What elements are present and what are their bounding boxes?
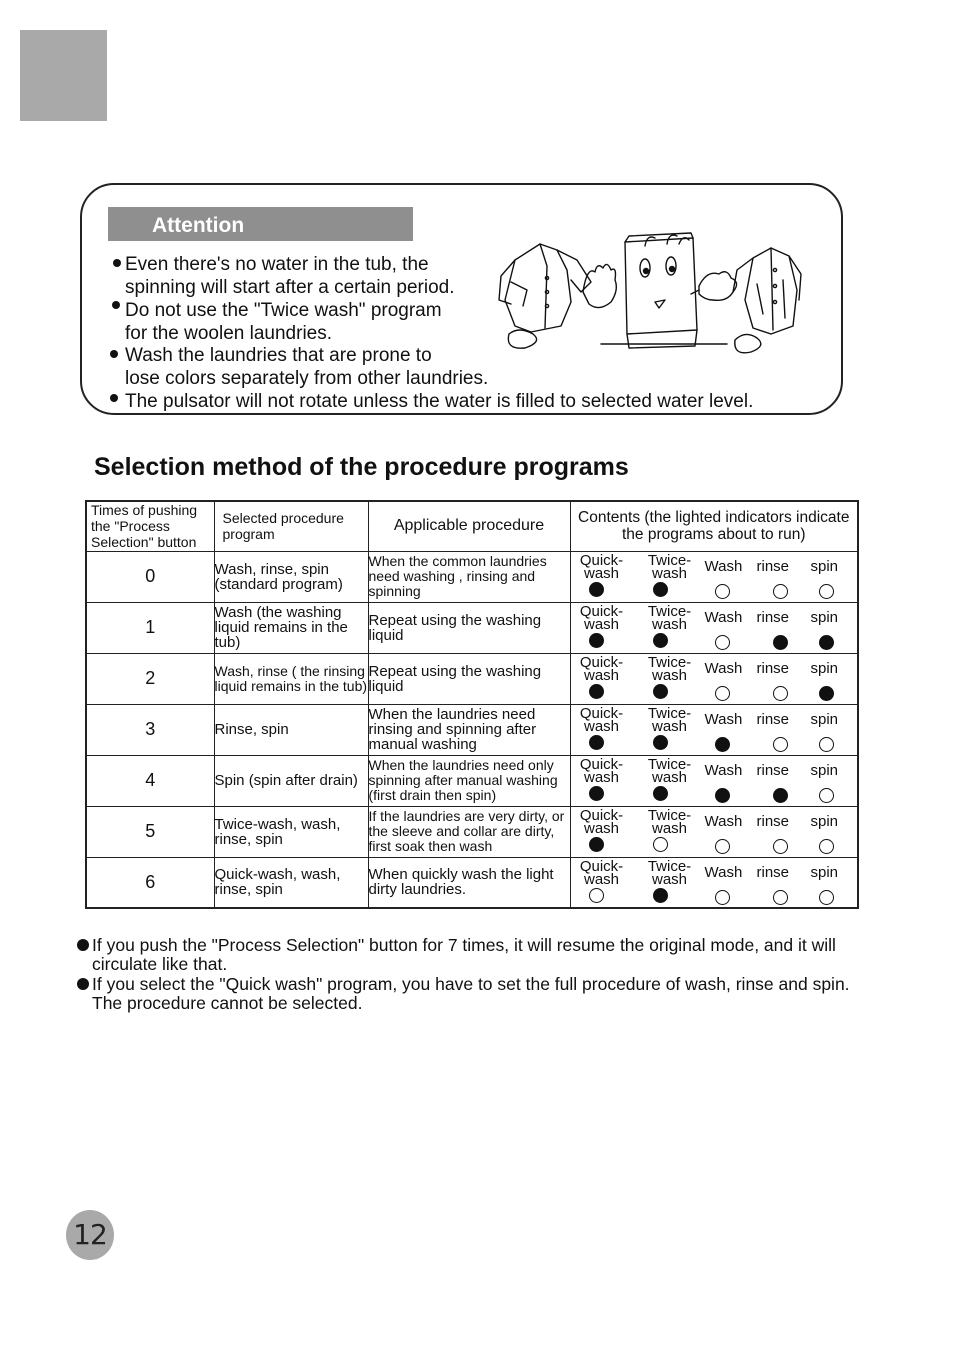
table-row: [86, 653, 858, 704]
applicable-procedure-cell: When quickly wash the light dirty laundries.: [368, 857, 570, 908]
attention-text: Even there's no water in the tub, the: [125, 254, 429, 275]
note-item: [76, 975, 862, 1013]
indicator-light-spin-off: [819, 839, 834, 854]
indicator-light-wash-off: [715, 839, 730, 854]
indicator-light-rinse-on: [773, 635, 788, 650]
times-cell: 1: [86, 602, 214, 653]
indicator-label-twice: Twice-wash: [647, 807, 692, 837]
indicator-light-wash-on: [715, 788, 730, 803]
bullet-dot: [112, 301, 120, 309]
indicator-label-wash: Wash: [704, 813, 743, 830]
indicator-light-wash-off: [715, 686, 730, 701]
bullet-dot: [110, 394, 118, 402]
header-contents: Contents (the lighted indicators indicate the programs about to run): [570, 501, 858, 551]
indicator-label-quick: Quick-wash: [579, 603, 624, 633]
indicator-light-rinse-off: [773, 890, 788, 905]
indicator-light-twice-on: [653, 786, 668, 801]
indicator-label-wash: Wash: [704, 660, 743, 677]
indicator-light-rinse-on: [773, 788, 788, 803]
attention-text: lose colors separately from other laundries.: [125, 368, 489, 389]
indicator-light-spin-off: [819, 890, 834, 905]
indicator-cell: [570, 602, 858, 653]
header-times: Times of pushing the "Process Selection" button: [86, 501, 214, 551]
times-cell: 5: [86, 806, 214, 857]
attention-text: Wash the laundries that are prone to: [125, 345, 432, 366]
indicator-light-quick-off: [589, 888, 604, 903]
times-cell: 2: [86, 653, 214, 704]
indicator-label-twice: Twice-wash: [647, 857, 692, 888]
indicator-label-wash: Wash: [704, 609, 743, 626]
program-table: [85, 500, 859, 909]
selected-program-cell: Spin (spin after drain): [214, 755, 368, 806]
header-selected: Selected procedure program: [214, 501, 368, 551]
indicator-light-rinse-off: [773, 584, 788, 599]
indicator-light-spin-off: [819, 788, 834, 803]
indicator-label-quick: Quick-wash: [579, 654, 624, 684]
indicator-light-twice-on: [653, 684, 668, 699]
indicator-label-quick: Quick-wash: [579, 552, 624, 582]
indicator-light-spin-on: [819, 686, 834, 701]
header-applicable: Applicable procedure: [368, 501, 570, 551]
times-cell: 4: [86, 755, 214, 806]
indicator-label-rinse: rinse: [756, 558, 790, 575]
selected-program-cell: Wash, rinse, spin (standard program): [214, 551, 368, 602]
applicable-procedure-cell: When the laundries need only spinning after manual washing (first drain then spin): [368, 755, 570, 806]
indicator-label-rinse: rinse: [756, 863, 790, 881]
note-text: If you select the "Quick wash" program, you have to set the full procedure of wash, rinse and spin. The procedure cannot be selected.: [92, 974, 850, 1013]
table-row: [86, 755, 858, 806]
indicator-light-wash-on: [715, 737, 730, 752]
indicator-label-rinse: rinse: [756, 813, 790, 830]
indicator-light-twice-on: [653, 633, 668, 648]
section-title: Selection method of the procedure programs: [94, 453, 629, 481]
applicable-procedure-cell: Repeat using the washing liquid: [368, 602, 570, 653]
indicator-label-quick: Quick-wash: [579, 756, 624, 786]
indicator-light-spin-off: [819, 737, 834, 752]
indicator-label-spin: spin: [810, 660, 839, 677]
indicator-cell: [570, 806, 858, 857]
indicator-light-quick-on: [589, 837, 604, 852]
indicator-label-quick: Quick-wash: [579, 705, 624, 735]
indicator-label-rinse: rinse: [756, 609, 790, 626]
indicator-light-rinse-off: [773, 686, 788, 701]
applicable-procedure-cell: When the laundries need rinsing and spinning after manual washing: [368, 704, 570, 755]
indicator-light-quick-on: [589, 786, 604, 801]
indicator-label-twice: Twice-wash: [647, 654, 692, 684]
indicator-label-rinse: rinse: [756, 660, 790, 677]
table-row: [86, 551, 858, 602]
indicator-label-rinse: rinse: [756, 762, 790, 779]
times-cell: 0: [86, 551, 214, 602]
indicator-light-quick-on: [589, 735, 604, 750]
bullet-dot: [113, 259, 121, 267]
indicator-cell: [570, 653, 858, 704]
indicator-label-twice: Twice-wash: [647, 756, 692, 786]
selected-program-cell: Twice-wash, wash, rinse, spin: [214, 806, 368, 857]
attention-text: spinning will start after a certain period.: [125, 277, 455, 298]
indicator-cell: [570, 704, 858, 755]
indicator-label-wash: Wash: [704, 762, 743, 779]
table-row: [86, 602, 858, 653]
indicator-cell: [570, 551, 858, 602]
note-item: [76, 936, 862, 974]
attention-title: Attention: [108, 207, 413, 241]
indicator-light-rinse-off: [773, 737, 788, 752]
indicator-label-spin: spin: [810, 813, 839, 830]
indicator-label-spin: spin: [810, 863, 839, 881]
indicator-light-twice-off: [653, 837, 668, 852]
indicator-light-wash-off: [715, 635, 730, 650]
selected-program-cell: Quick-wash, wash, rinse, spin: [214, 857, 368, 908]
indicator-light-quick-on: [589, 582, 604, 597]
bullet-dot: [110, 350, 118, 358]
indicator-light-quick-on: [589, 684, 604, 699]
indicator-light-twice-on: [653, 582, 668, 597]
attention-text: The pulsator will not rotate unless the water is filled to selected water level.: [125, 391, 754, 412]
page-number: 12: [66, 1210, 114, 1260]
times-cell: 3: [86, 704, 214, 755]
indicator-cell: [570, 755, 858, 806]
table-row: [86, 704, 858, 755]
indicator-label-twice: Twice-wash: [647, 552, 692, 582]
times-cell: 6: [86, 857, 214, 908]
indicator-light-wash-off: [715, 584, 730, 599]
indicator-light-spin-off: [819, 584, 834, 599]
attention-text: Do not use the "Twice wash" program: [125, 300, 442, 321]
table-row: [86, 806, 858, 857]
corner-tab: [20, 30, 107, 121]
selected-program-cell: Rinse, spin: [214, 704, 368, 755]
indicator-label-quick: Quick-wash: [579, 857, 624, 888]
applicable-procedure-cell: If the laundries are very dirty, or the sleeve and collar are dirty, first soak then wash: [368, 806, 570, 857]
indicator-label-spin: spin: [810, 558, 839, 575]
bullet-dot: [77, 978, 89, 990]
applicable-procedure-cell: Repeat using the washing liquid: [368, 653, 570, 704]
selected-program-cell: Wash (the washing liquid remains in the tub): [214, 602, 368, 653]
indicator-light-spin-on: [819, 635, 834, 650]
table-row: [86, 857, 858, 908]
note-text: If you push the "Process Selection" button for 7 times, it will resume the original mode, and it will circulate like that.: [92, 935, 836, 974]
indicator-label-wash: Wash: [704, 863, 743, 881]
indicator-label-twice: Twice-wash: [647, 603, 692, 633]
indicator-label-spin: spin: [810, 711, 839, 728]
indicator-label-wash: Wash: [704, 558, 743, 575]
indicator-label-rinse: rinse: [756, 711, 790, 728]
indicator-light-quick-on: [589, 633, 604, 648]
washing-machine-cartoon-icon: [495, 230, 805, 370]
table-header-row: [86, 501, 858, 551]
indicator-label-twice: Twice-wash: [647, 705, 692, 735]
indicator-light-twice-on: [653, 888, 668, 903]
indicator-label-quick: Quick-wash: [579, 807, 624, 837]
applicable-procedure-cell: When the common laundries need washing , rinsing and spinning: [368, 551, 570, 602]
indicator-light-twice-on: [653, 735, 668, 750]
indicator-light-rinse-off: [773, 839, 788, 854]
indicator-label-wash: Wash: [704, 711, 743, 728]
indicator-label-spin: spin: [810, 762, 839, 779]
bullet-dot: [77, 939, 89, 951]
indicator-cell: [570, 857, 858, 908]
attention-text: for the woolen laundries.: [125, 323, 333, 344]
selected-program-cell: Wash, rinse ( the rinsing liquid remains in the tub): [214, 653, 368, 704]
indicator-label-spin: spin: [810, 609, 839, 626]
indicator-light-wash-off: [715, 890, 730, 905]
